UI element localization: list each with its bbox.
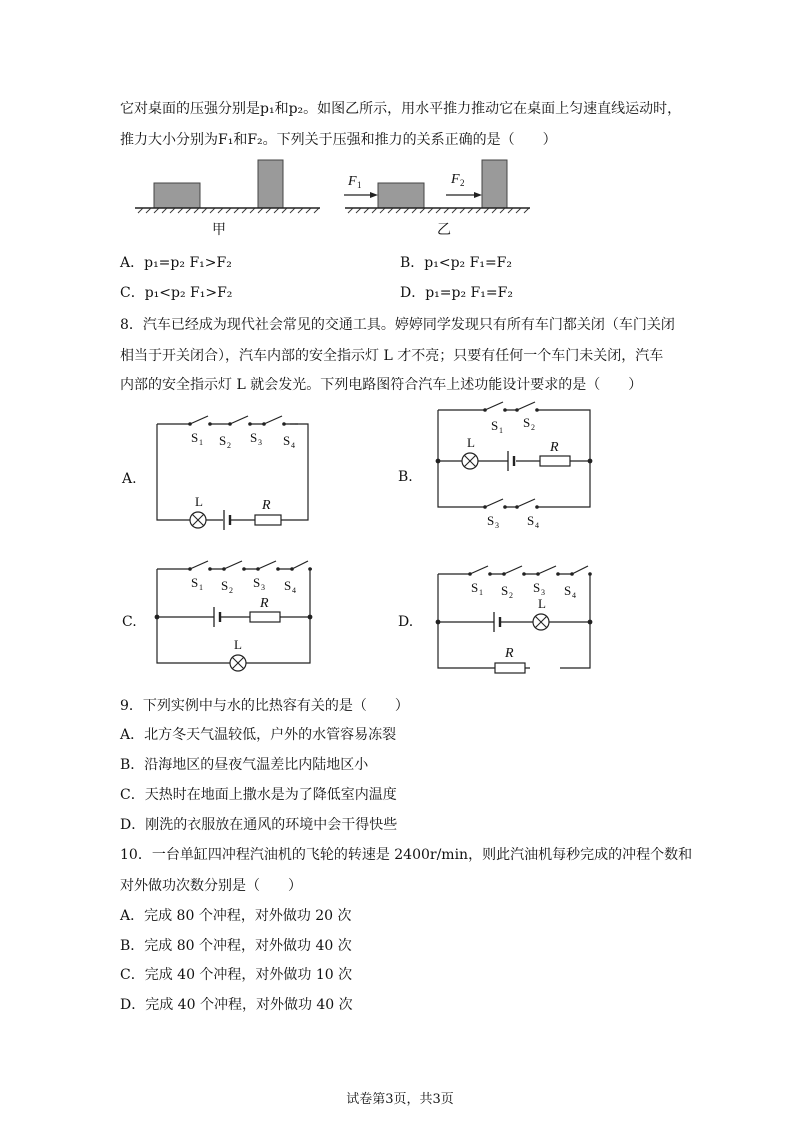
switch-s4 <box>515 499 539 509</box>
s3-sub: 3 <box>258 438 262 447</box>
lamp-icon <box>230 655 246 671</box>
switch-s2 <box>228 416 252 426</box>
circuit-a <box>150 410 320 530</box>
switch-s2 <box>502 566 526 576</box>
q9-option-b: B．沿海地区的昼夜气温差比内陆地区小 <box>120 757 369 773</box>
resistor <box>250 612 280 622</box>
table-hatching <box>138 208 319 213</box>
circuit-b <box>430 405 600 530</box>
s4-label: S <box>283 433 291 448</box>
q10-option-a: A．完成 80 个冲程，对外做功 20 次 <box>120 908 352 924</box>
junction-dot <box>436 620 441 625</box>
f2-label: F <box>451 172 460 187</box>
q8-stem-line1: 8．汽车已经成为现代社会常见的交通工具。婷婷同学发现只有所有车门都关闭（车门关闭 <box>120 317 675 333</box>
switch-s4 <box>290 561 312 571</box>
q8-stem-line3: 内部的安全指示灯 L 就会发光。下列电路图符合汽车上述功能设计要求的是（ ） <box>120 377 643 393</box>
q8-option-c-label: C. <box>122 614 137 630</box>
s2-sub: 2 <box>509 591 513 600</box>
resistor <box>540 456 570 466</box>
arrow-head-icon <box>370 192 378 198</box>
q9-stem: 9．下列实例中与水的比热容有关的是（ ） <box>120 698 409 714</box>
f1-sub: 1 <box>357 180 362 190</box>
s2-label: S <box>221 578 229 593</box>
q8-option-a-label: A. <box>122 471 137 487</box>
junction-dot <box>308 615 313 620</box>
switch-s4 <box>570 566 592 576</box>
q9-option-a: A．北方冬天气温较低，户外的水管容易冻裂 <box>120 727 397 743</box>
q10-stem-line2: 对外做功次数分别是（ ） <box>120 878 302 894</box>
s1-label: S <box>191 575 199 590</box>
q10-option-b: B．完成 80 个冲程，对外做功 40 次 <box>120 938 352 954</box>
s2-sub: 2 <box>227 441 231 450</box>
q7-figure-yi-label: 乙 <box>437 222 451 238</box>
circuit-c <box>150 555 320 675</box>
s4-sub: 4 <box>292 586 296 595</box>
s3-sub: 3 <box>495 521 499 530</box>
s3-sub: 3 <box>261 583 265 592</box>
s2-sub: 2 <box>229 586 233 595</box>
s4-sub: 4 <box>291 441 295 450</box>
q7-figure-yi <box>340 155 540 215</box>
s3-label: S <box>253 575 261 590</box>
q7-stem-line1: 它对桌面的压强分别是p₁和p₂。如图乙所示，用水平推力推动它在桌面上匀速直线运动时， <box>120 101 682 117</box>
lamp-icon <box>190 512 206 528</box>
battery-icon <box>214 607 220 627</box>
arrow-head-icon <box>474 192 482 198</box>
q8-option-b-label: B. <box>398 469 413 485</box>
s2-label: S <box>501 583 509 598</box>
battery-icon <box>494 612 500 632</box>
switch-s1 <box>468 566 492 576</box>
switch-s3 <box>262 416 286 426</box>
s3-sub: 3 <box>541 588 545 597</box>
table-hatching <box>348 208 529 213</box>
resistor <box>255 515 281 525</box>
page-footer: 试卷第3页，共3页 <box>346 1092 454 1107</box>
upright-block <box>482 160 507 208</box>
switch-s3 <box>536 566 560 576</box>
q7-option-b: B．p₁<p₂ F₁=F₂ <box>400 255 512 271</box>
s1-sub: 1 <box>199 438 203 447</box>
q8-option-d-label: D. <box>398 614 414 630</box>
flat-block <box>378 183 424 208</box>
resistor-label: R <box>262 498 271 513</box>
q9-option-c: C．天热时在地面上撒水是为了降低室内温度 <box>120 787 397 803</box>
switch-s1 <box>483 402 507 412</box>
lamp-icon <box>533 614 549 630</box>
f2-sub: 2 <box>460 178 465 188</box>
lamp-icon <box>462 453 478 469</box>
junction-dot <box>588 459 593 464</box>
switch-s2 <box>222 561 246 571</box>
q7-option-a: A．p₁=p₂ F₁>F₂ <box>120 255 232 271</box>
s4-label: S <box>527 513 535 528</box>
s1-sub: 1 <box>499 426 503 435</box>
switch-s1 <box>188 561 212 571</box>
q7-figure-jia-label: 甲 <box>212 222 226 238</box>
q9-option-d: D．刚洗的衣服放在通风的环境中会干得快些 <box>120 817 398 833</box>
resistor <box>495 663 525 673</box>
q10-option-d: D．完成 40 个冲程，对外做功 40 次 <box>120 997 353 1013</box>
resistor-label: R <box>550 440 559 455</box>
q8-stem-line2: 相当于开关闭合），汽车内部的安全指示灯 L 才不亮；只要有任何一个车门未关闭，汽车 <box>120 348 664 364</box>
lamp-label: L <box>195 494 203 509</box>
lamp-label: L <box>234 637 242 652</box>
q7-figure-jia <box>130 155 330 215</box>
s4-label: S <box>564 583 572 598</box>
q7-stem-line2: 推力大小分别为F₁和F₂。下列关于压强和推力的关系正确的是（ ） <box>120 132 557 148</box>
s1-label: S <box>191 430 199 445</box>
s1-label: S <box>471 580 479 595</box>
q7-option-c: C．p₁<p₂ F₁>F₂ <box>120 285 233 301</box>
switch-s1 <box>188 416 212 426</box>
lamp-label: L <box>538 596 546 611</box>
f1-label: F <box>348 174 357 189</box>
s3-label: S <box>533 580 541 595</box>
junction-dot <box>588 620 593 625</box>
battery-icon <box>224 510 230 530</box>
flat-block <box>154 183 200 208</box>
s1-sub: 1 <box>199 583 203 592</box>
q7-option-d: D．p₁=p₂ F₁=F₂ <box>400 285 513 301</box>
battery-icon <box>508 451 514 471</box>
s1-label: S <box>491 418 499 433</box>
circuit-d <box>430 560 600 680</box>
upright-block <box>258 160 283 208</box>
switch-s3 <box>256 561 280 571</box>
s2-sub: 2 <box>531 423 535 432</box>
resistor-label: R <box>505 646 514 661</box>
switch-s2 <box>515 402 539 412</box>
s4-label: S <box>284 578 292 593</box>
s2-label: S <box>523 415 531 430</box>
q10-stem-line1: 10．一台单缸四冲程汽油机的飞轮的转速是 2400r/min，则此汽油机每秒完成的冲程个数和 <box>120 847 693 863</box>
resistor-label: R <box>260 596 269 611</box>
lamp-label: L <box>467 435 475 450</box>
s1-sub: 1 <box>479 588 483 597</box>
s2-label: S <box>219 433 227 448</box>
switch-s3 <box>483 499 507 509</box>
q10-option-c: C．完成 40 个冲程，对外做功 10 次 <box>120 967 353 983</box>
junction-dot <box>436 459 441 464</box>
s3-label: S <box>487 513 495 528</box>
s4-sub: 4 <box>572 591 576 600</box>
junction-dot <box>155 615 160 620</box>
s3-label: S <box>250 430 258 445</box>
s4-sub: 4 <box>535 521 539 530</box>
